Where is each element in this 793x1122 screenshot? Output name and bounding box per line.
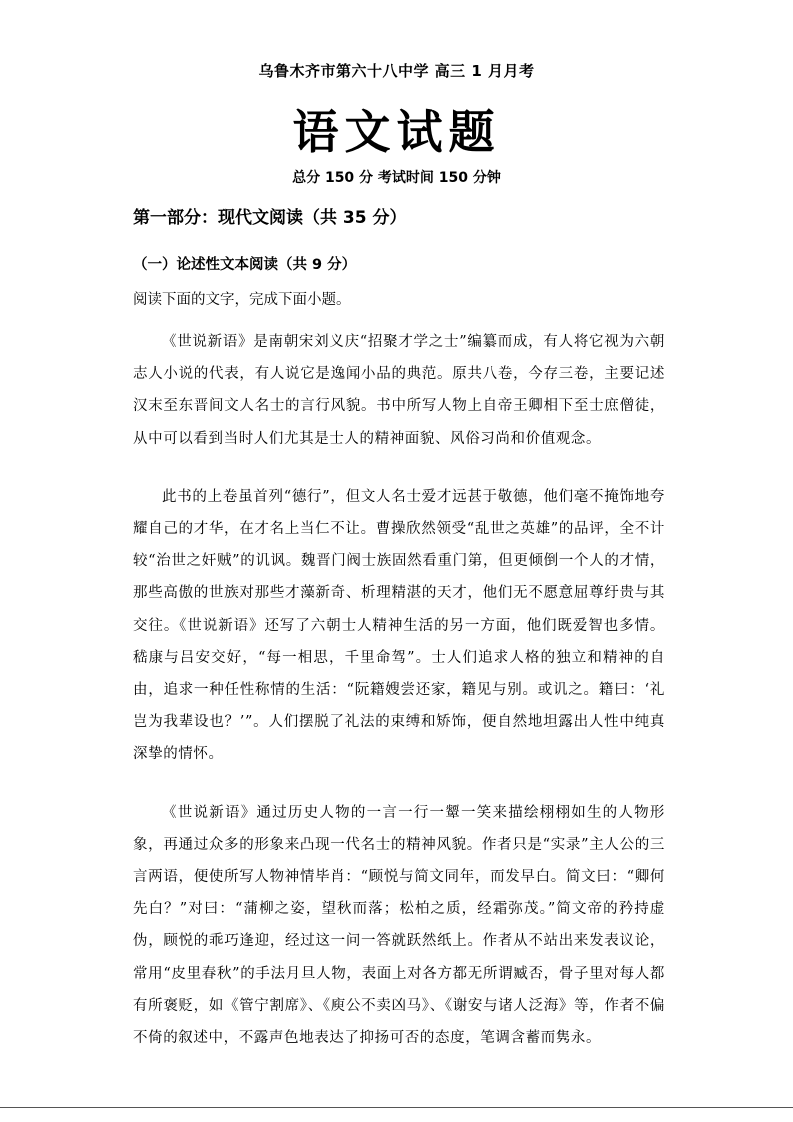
page-title: 语文试题: [292, 105, 501, 159]
passage-paragraph: 《世说新语》通过历史人物的一言一行一颦一笑来描绘栩栩如生的人物形象，再通过众多的形象来凸现一代名士的精神风貌。作者只是“实录”主人公的三言两语，便使所写人物神情毕肖：“顾悦与简文同年，而发早白。简文曰：“卿何先白？”对曰：“蒲柳之姿，望秋而落；松柏之质，经霜弥茂。”简文帝的矜持虚伪，顾悦的乖巧逢迎，经过这一问一答就跃然纸上。作者从不站出来发表议论，常用“皮里春秋”的手法月旦人物，表面上对各方都无所谓臧否，骨子里对每人都有所褒贬，如《管宁割席》、《庾公不卖凶马》、《谢安与诸人泛海》等，作者不偏不倚的叙述中，不露声色地表达了抑扬可否的态度，笔调含蓄而隽永。: [133, 804, 665, 1047]
page-bottom-divider: [0, 1107, 793, 1108]
section-heading: （一）论述性文本阅读（共 9 分）: [133, 257, 357, 273]
passage-paragraph: 此书的上卷虽首列“德行”，但文人名士爱才远甚于敬德，他们毫不掩饰地夸耀自己的才华，在才名上当仁不让。曹操欣然领受“乱世之英雄”的品评，全不计较“治世之奸贼”的讥讽。魏晋门阀士族固然看重门第，但更倾倒一个人的才情，那些高傲的世族对那些才藻新奇、析理精湛的天才，他们无不愿意屈尊纡贵与其交往。《世说新语》还写了六朝士人精神生活的另一方面，他们既爱智也多情。嵇康与吕安交好，“每一相思，千里命驾”。士人们追求人格的独立和精神的自由，追求一种任性称情的生活：“阮籍嫂尝还家，籍见与别。或讥之。籍曰：‘礼岂为我辈设也？’”。人们摆脱了礼法的束缚和矫饰，便自然地坦露出人性中纯真深挚的情怀。: [133, 488, 665, 763]
reading-passage: [133, 326, 665, 1080]
score-time-line: 总分 150 分 考试时间 150 分钟: [292, 170, 501, 186]
part-heading: 第一部分：现代文阅读（共 35 分）: [133, 208, 407, 228]
reading-instruction: 阅读下面的文字，完成下面小题。: [133, 292, 351, 308]
passage-paragraph: 《世说新语》是南朝宋刘义庆“招聚才学之士”编纂而成，有人将它视为六朝志人小说的代表，有人说它是逸闻小品的典范。原共八卷，今存三卷，主要记述汉末至东晋间文人名士的言行风貌。书中所写人物上自帝王卿相下至士庶僧徒，从中可以看到当时人们尤其是士人的精神面貌、风俗习尚和价值观念。: [133, 334, 665, 447]
school-exam-line: 乌鲁木齐市第六十八中学 高三 1 月月考: [258, 62, 535, 80]
